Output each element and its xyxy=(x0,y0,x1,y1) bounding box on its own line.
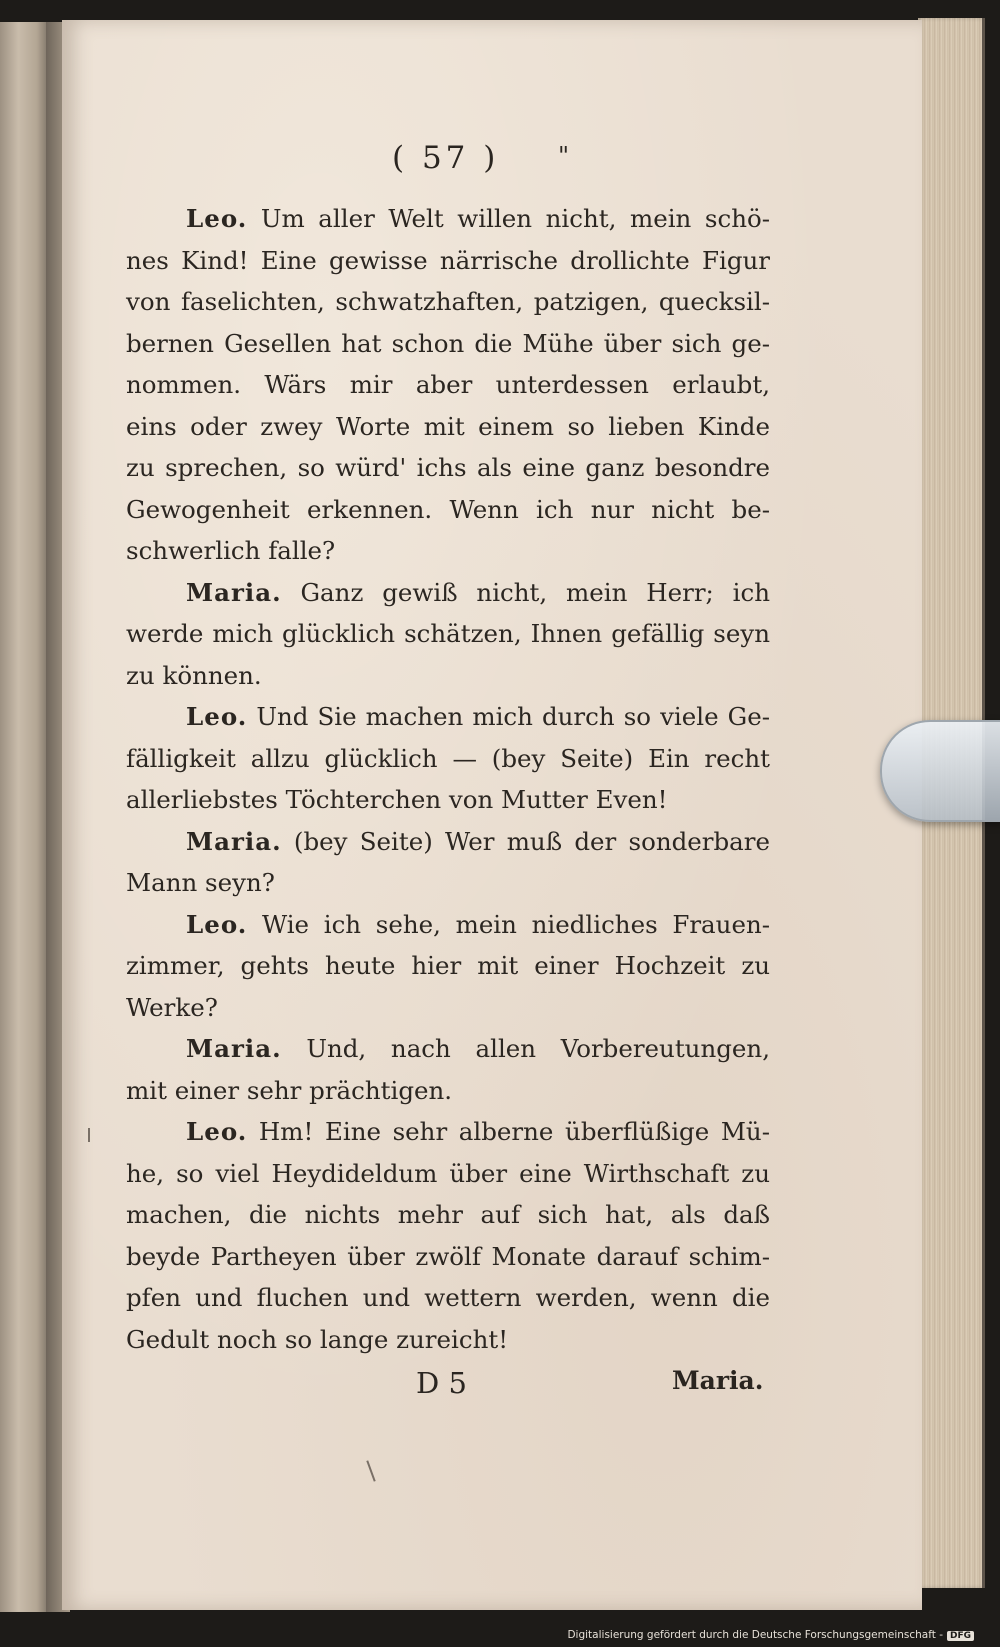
text-line xyxy=(126,613,770,655)
text-line xyxy=(126,1070,770,1112)
text-line xyxy=(126,1028,770,1070)
line-text: Gedult noch so lange zureicht! xyxy=(126,1324,509,1354)
text-line xyxy=(126,779,770,821)
line-text: eins oder zwey Worte mit einem so lieben Kinde xyxy=(126,411,770,441)
line-text: Werke? xyxy=(126,992,218,1022)
text-line xyxy=(126,281,770,323)
body-text xyxy=(126,198,770,1360)
text-line xyxy=(126,447,770,489)
speaker-name: Maria. xyxy=(186,1034,282,1063)
line-text: (bey Seite) Wer muß der sonderbare xyxy=(281,826,770,856)
speaker-name: Maria. xyxy=(186,577,282,607)
signature-mark: D 5 xyxy=(416,1366,467,1400)
left-page-edge xyxy=(0,22,48,1612)
line-text: nommen. Wärs mir aber unterdessen erlaubt, xyxy=(126,370,770,399)
text-line xyxy=(126,1111,770,1153)
line-text: bernen Gesellen hat schon die Mühe über sich ge- xyxy=(126,328,770,358)
line-text: Und, nach allen Vorbereutungen, xyxy=(281,1034,770,1063)
line-text: von faselichten, schwatzhaften, patzigen, quecksil- xyxy=(126,287,770,316)
speaker-name: Leo. xyxy=(186,702,248,731)
text-line xyxy=(126,323,770,365)
printer-mark: " xyxy=(558,142,570,170)
text-line xyxy=(126,904,770,946)
ink-speck xyxy=(88,1128,90,1142)
digitization-credit xyxy=(567,1629,974,1641)
line-text: allerliebstes Töchterchen von Mutter Even! xyxy=(126,785,668,814)
text-line xyxy=(126,240,770,282)
text-line xyxy=(126,655,770,697)
speaker-name: Leo. xyxy=(186,204,248,233)
line-text: Hm! Eine sehr alberne überflüßige Mü- xyxy=(247,1117,770,1146)
text-line xyxy=(126,1236,770,1278)
line-text: fälligkeit allzu glücklich — (bey Seite) Ein recht xyxy=(126,743,770,773)
text-line xyxy=(126,696,770,738)
line-text: pfen und fluchen und wettern werden, wenn die xyxy=(126,1283,770,1312)
text-line xyxy=(126,406,770,448)
catchword: Maria. xyxy=(672,1366,764,1395)
page-marker-tab[interactable] xyxy=(880,720,1000,822)
line-text: Mann seyn? xyxy=(126,868,275,897)
text-line xyxy=(126,1153,770,1195)
text-line xyxy=(126,1319,770,1361)
line-text: Gewogenheit erkennen. Wenn ich nur nicht be- xyxy=(126,494,770,524)
text-line xyxy=(126,738,770,780)
line-text: he, so viel Heydideldum über eine Wirthschaft zu xyxy=(126,1158,770,1188)
credit-text: Digitalisierung gefördert durch die Deutsche Forschungsgemeinschaft - xyxy=(567,1629,943,1641)
text-line xyxy=(126,945,770,987)
text-line xyxy=(126,821,770,863)
text-line xyxy=(126,572,770,614)
line-text: nes Kind! Eine gewisse närrische drollichte Figur xyxy=(126,245,770,275)
line-text: mit einer sehr prächtigen. xyxy=(126,1075,453,1105)
text-line xyxy=(126,198,770,240)
text-line xyxy=(126,1277,770,1319)
text-line xyxy=(126,489,770,531)
dfg-logo: DFG xyxy=(947,1631,974,1641)
speaker-name: Maria. xyxy=(186,826,282,856)
line-text: machen, die nichts mehr auf sich hat, als daß xyxy=(126,1200,770,1229)
speaker-name: Leo. xyxy=(186,909,248,939)
text-line xyxy=(126,530,770,572)
speaker-name: Leo. xyxy=(186,1117,248,1146)
line-text: schwerlich falle? xyxy=(126,536,336,565)
text-line xyxy=(126,1194,770,1236)
text-line xyxy=(126,987,770,1029)
line-text: zimmer, gehts heute hier mit einer Hochzeit zu xyxy=(126,951,770,980)
page-number: ( 57 ) xyxy=(392,140,500,176)
line-text: Ganz gewiß nicht, mein Herr; ich xyxy=(281,577,770,607)
line-text: Um aller Welt willen nicht, mein schö- xyxy=(247,204,770,233)
line-text: beyde Partheyen über zwölf Monate darauf schim- xyxy=(126,1241,770,1271)
line-text: zu können. xyxy=(126,660,262,690)
text-line xyxy=(126,364,770,406)
line-text: Und Sie machen mich durch so viele Ge- xyxy=(247,702,770,731)
text-line xyxy=(126,862,770,904)
line-text: zu sprechen, so würd' ichs als eine ganz besondre xyxy=(126,453,770,482)
line-text: Wie ich sehe, mein niedliches Frauen- xyxy=(247,909,770,939)
line-text: werde mich glücklich schätzen, Ihnen gefällig seyn xyxy=(126,619,770,648)
